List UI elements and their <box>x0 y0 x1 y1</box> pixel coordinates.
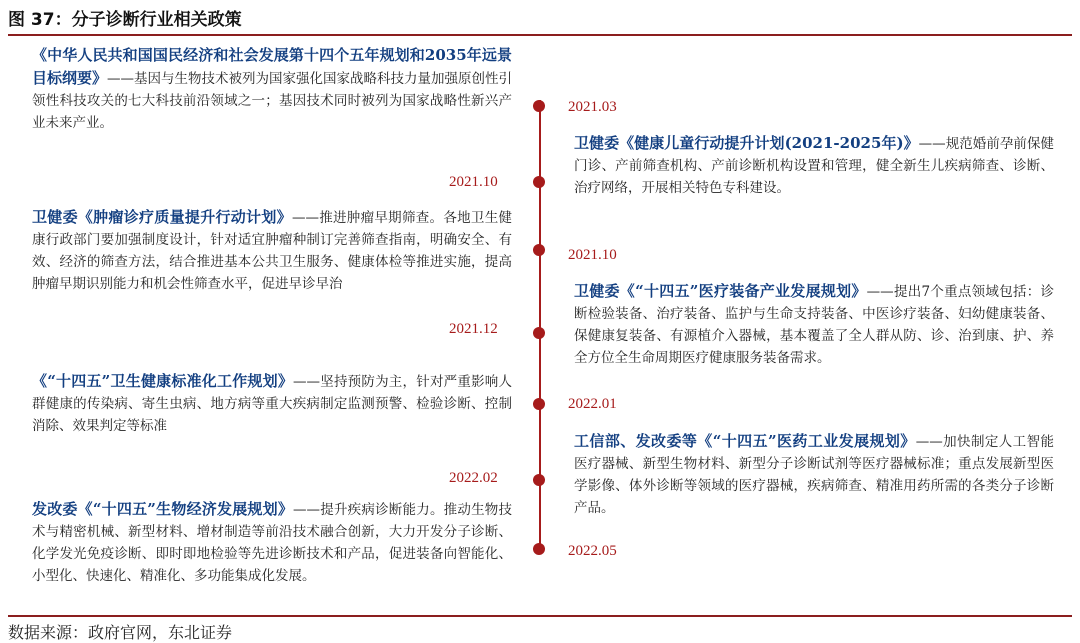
policy-body: ——提升疾病诊断能力。推动生物技术与精密机械、新型材料、增材制造等前沿技术融合创新，大力开发分子诊断、化学发光免疫诊断、即时即地检验等先进诊断技术和产品，促进装备向智能化、小型化、快速化、精准化、多功能集成化发展。 <box>32 502 512 584</box>
timeline-dot <box>533 244 545 256</box>
date-label: 2022.01 <box>568 396 617 412</box>
policy-heading: 《中华人民共和国国民经济和社会发展第十四个五年规划和2035年远景目标纲要》 <box>32 46 512 87</box>
policy-entry <box>574 280 1054 369</box>
date-label: 2021.03 <box>568 99 617 115</box>
policy-heading: 卫健委《“十四五”医疗装备产业发展规划》 <box>574 282 867 300</box>
date-label: 2022.02 <box>449 470 498 486</box>
policy-heading: 卫健委《肿瘤诊疗质量提升行动计划》 <box>32 208 292 226</box>
policy-entry <box>32 370 512 437</box>
source-note: 数据来源：政府官网，东北证券 <box>8 623 233 642</box>
policy-entry <box>32 498 512 587</box>
timeline-dot <box>533 398 545 410</box>
date-label: 2021.12 <box>449 321 498 337</box>
date-label: 2022.05 <box>568 543 617 559</box>
top-divider <box>8 34 1072 36</box>
policy-entry <box>574 430 1054 519</box>
policy-heading: 《“十四五”卫生健康标准化工作规划》 <box>32 372 294 390</box>
policy-body: ——规范婚前孕前保健门诊、产前筛查机构、产前诊断机构设置和管理，健全新生儿疾病筛查、诊断、治疗网络，开展相关特色专科建设。 <box>574 136 1055 196</box>
policy-body: ——坚持预防为主，针对严重影响人群健康的传染病、寄生虫病、地方病等重大疾病制定监测预警、检验诊断、控制消除、效果判定等标准 <box>32 374 512 434</box>
policy-heading: 卫健委《健康儿童行动提升计划(2021-2025年)》 <box>574 134 919 152</box>
policy-body: ——基因与生物技术被列为国家强化国家战略科技力量加强原创性引领性科技攻关的七大科技前沿领域之一；基因技术同时被列为国家战略性新兴产业未来产业。 <box>32 71 513 131</box>
policy-entry <box>32 206 512 295</box>
date-label: 2021.10 <box>449 174 498 190</box>
policy-heading: 工信部、发改委等《“十四五”医药工业发展规划》 <box>574 432 916 450</box>
policy-body: ——推进肿瘤早期筛查。各地卫生健康行政部门要加强制度设计，针对适宜肿瘤种制订完善筛查指南，明确安全、有效、经济的筛查方法，结合推进基本公共卫生服务、健康体检等推进实施，提高肿瘤早期识别能力和机会性筛查水平，促进早诊早治 <box>32 210 512 292</box>
policy-entry <box>574 132 1054 199</box>
figure-title: 图 37：分子诊断行业相关政策 <box>8 10 242 30</box>
policy-entry <box>32 44 512 134</box>
policy-body: ——提出7个重点领域包括：诊断检验装备、治疗装备、监护与生命支持装备、中医诊疗装备、妇幼健康装备、保健康复装备、有源植介入器械，基本覆盖了全人群从防、诊、治到康、护、养全方位全生命周期医疗健康服务装备需求。 <box>574 284 1055 366</box>
bottom-divider <box>8 615 1072 617</box>
timeline-dot <box>533 474 545 486</box>
timeline-dot <box>533 100 545 112</box>
timeline-dot <box>533 543 545 555</box>
policy-body: ——加快制定人工智能医疗器械、新型生物材料、新型分子诊断试剂等医疗器械标准；重点发展新型医学影像、体外诊断等领域的医疗器械，疾病筛查、精准用药所需的各类分子诊断产品。 <box>574 434 1055 516</box>
policy-heading: 发改委《“十四五”生物经济发展规划》 <box>32 500 294 518</box>
timeline-dot <box>533 327 545 339</box>
timeline-dot <box>533 176 545 188</box>
date-label: 2021.10 <box>568 247 617 263</box>
